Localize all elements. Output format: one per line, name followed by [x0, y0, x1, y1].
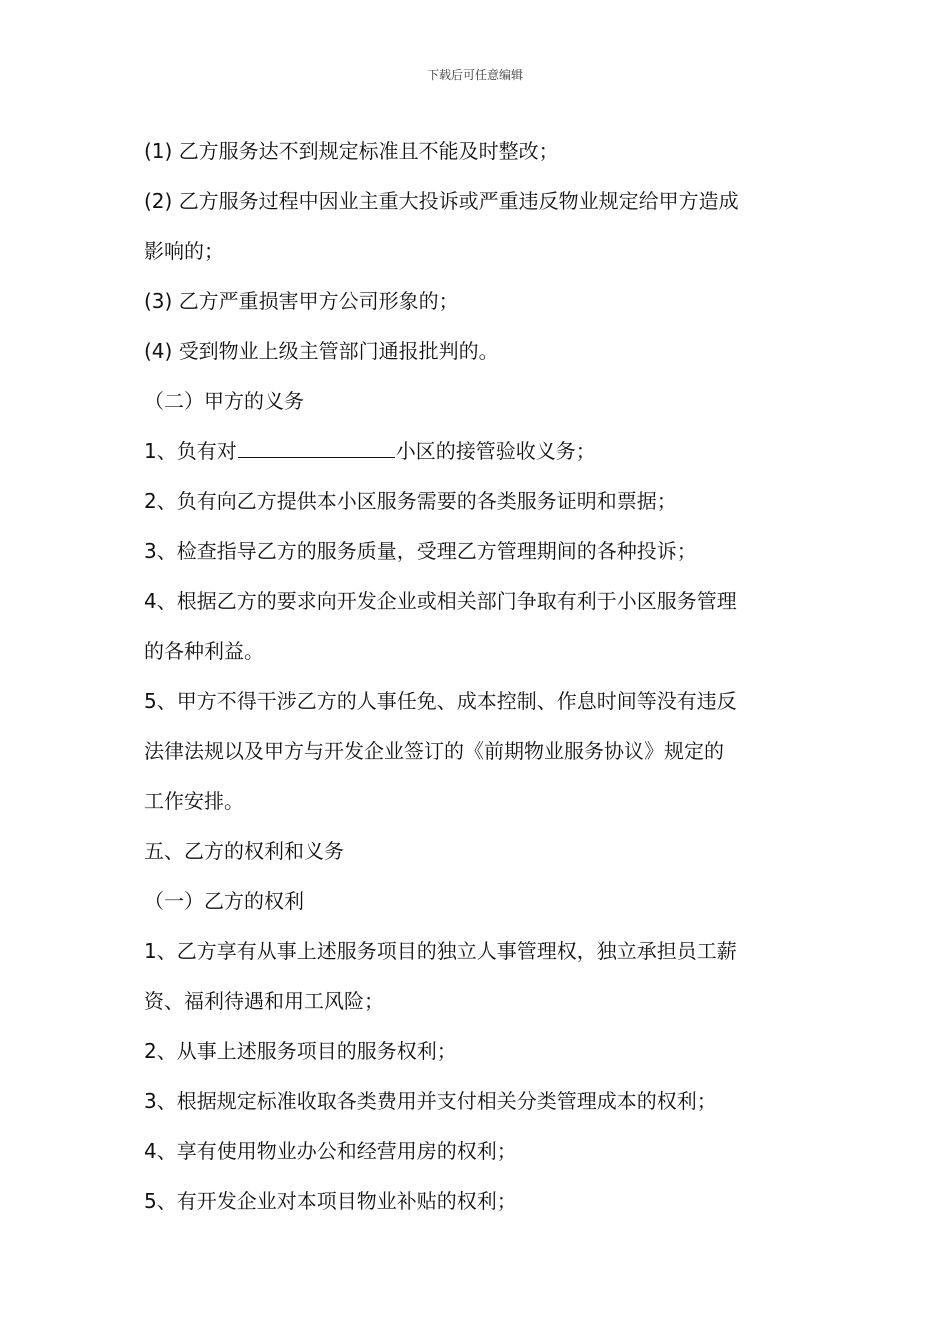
paragraph-line: 法律法规以及甲方与开发企业签订的《前期物业服务协议》规定的	[144, 739, 724, 763]
fill-in-blank[interactable]	[238, 439, 395, 458]
paragraph-line: 3、检查指导乙方的服务质量，受理乙方管理期间的各种投诉；	[144, 539, 697, 563]
paragraph-line: 5、有开发企业对本项目物业补贴的权利；	[144, 1189, 517, 1213]
paragraph-line: 影响的；	[144, 239, 224, 263]
paragraph-line: 3、根据规定标准收取各类费用并支付相关分类管理成本的权利；	[144, 1089, 717, 1113]
section-heading: 五、乙方的权利和义务	[144, 839, 344, 863]
paragraph-line: 的各种利益。	[144, 639, 264, 663]
line-text-before-blank: 1、负有对	[144, 439, 237, 463]
paragraph-line: (1) 乙方服务达不到规定标准且不能及时整改；	[144, 139, 559, 163]
page-header: 下载后可任意编辑	[426, 68, 523, 82]
paragraph-line: 2、从事上述服务项目的服务权利；	[144, 1039, 457, 1063]
paragraph-line: 5、甲方不得干涉乙方的人事任免、成本控制、作息时间等没有违反	[144, 689, 737, 713]
paragraph-line: 4、根据乙方的要求向开发企业或相关部门争取有利于小区服务管理	[144, 589, 737, 613]
paragraph-line: 4、享有使用物业办公和经营用房的权利；	[144, 1139, 517, 1163]
paragraph-line: (3) 乙方严重损害甲方公司形象的；	[144, 289, 459, 313]
paragraph-line: (4) 受到物业上级主管部门通报批判的。	[144, 339, 499, 363]
paragraph-line: (2) 乙方服务过程中因业主重大投诉或严重违反物业规定给甲方造成	[144, 189, 739, 213]
paragraph-line-with-blank	[144, 426, 814, 476]
paragraph-line: 2、负有向乙方提供本小区服务需要的各类服务证明和票据；	[144, 489, 677, 513]
paragraph-line: 1、乙方享有从事上述服务项目的独立人事管理权，独立承担员工薪	[144, 939, 737, 963]
section-heading: （一）乙方的权利	[144, 889, 304, 913]
document-body	[144, 126, 814, 1226]
line-text-after-blank: 小区的接管验收义务；	[395, 439, 596, 463]
paragraph-line: 工作安排。	[144, 789, 244, 813]
paragraph-line: 资、福利待遇和用工风险；	[144, 989, 384, 1013]
section-heading: （二）甲方的义务	[144, 389, 304, 413]
